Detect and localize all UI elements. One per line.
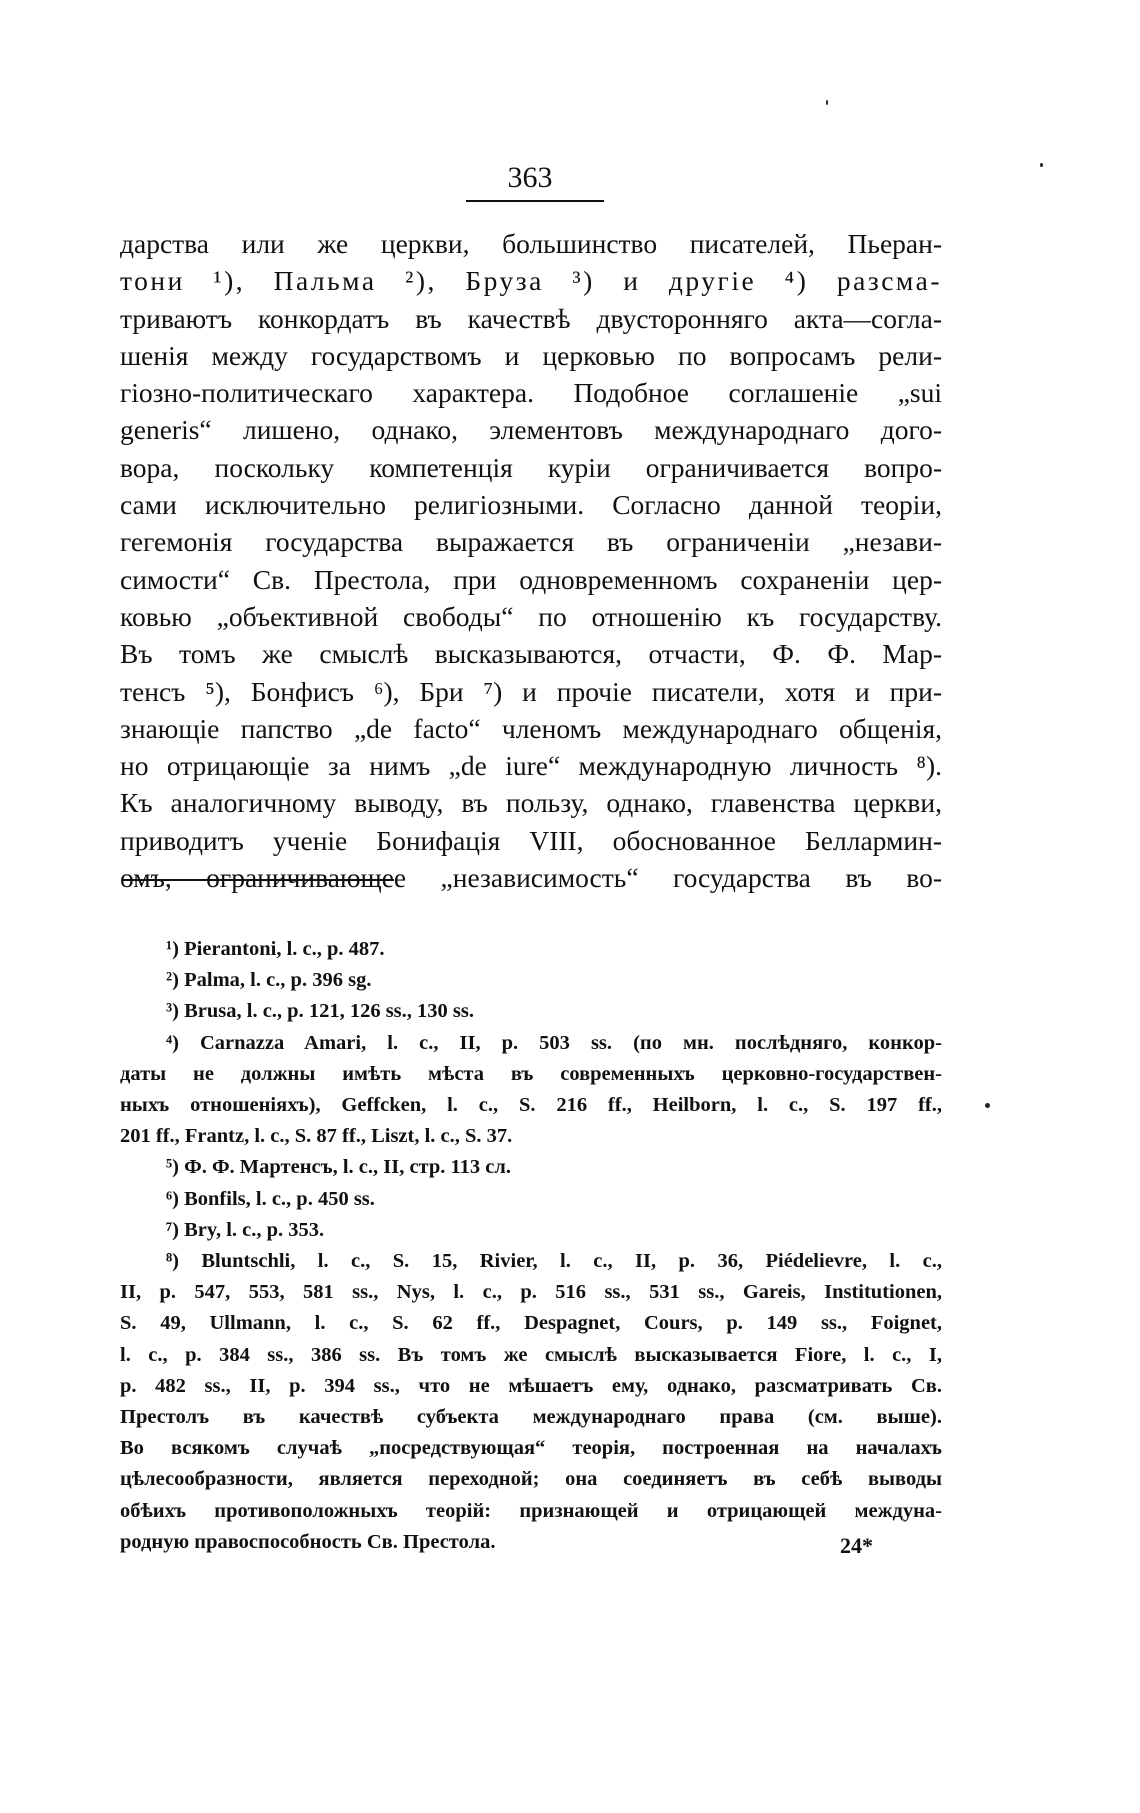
text-line: тенсъ ⁵), Бонфисъ ⁶), Бри ⁷) и прочіе писатели, хотя и при- bbox=[120, 675, 942, 707]
footnote-4-cont: 201 ff., Frantz, l. c., S. 87 ff., Liszt, l. c., S. 37. bbox=[120, 1125, 513, 1148]
scan-speck bbox=[1040, 163, 1043, 167]
signature-mark: 24* bbox=[840, 1533, 873, 1558]
page-number-rule bbox=[466, 200, 604, 202]
footnote-7: ⁷) Bry, l. c., p. 353. bbox=[166, 1218, 325, 1241]
footnote-8-cont: l. c., p. 384 ss., 386 ss. Въ томъ же смыслѣ высказывается Fiore, l. c., I, bbox=[120, 1343, 942, 1366]
text-line: шенія между государствомъ и церковью по вопросамъ рели- bbox=[120, 339, 942, 371]
page-number: 363 bbox=[507, 161, 553, 194]
footnote-6: ⁶) Bonfils, l. c., p. 450 ss. bbox=[166, 1187, 375, 1210]
footnote-separator bbox=[122, 879, 394, 881]
text-line: дарства или же церкви, большинство писателей, Пьеран- bbox=[120, 228, 942, 259]
text-line: тони ¹), Пальма ²), Бруза ³) и другіе ⁴) разсма- bbox=[120, 265, 942, 297]
scan-speck bbox=[985, 1103, 990, 1108]
footnote-8-cont: Престолъ въ качествѣ субъекта международнаго права (см. выше). bbox=[120, 1406, 942, 1429]
text-line: вора, поскольку компетенція куріи ограничивается вопро- bbox=[120, 451, 942, 483]
footnote-2: ²) Palma, l. c., p. 396 sg. bbox=[166, 969, 372, 992]
text-line: триваютъ конкордатъ въ качествѣ двусторонняго акта—согла- bbox=[120, 302, 942, 334]
footnote-8-cont: p. 482 ss., II, p. 394 ss., что не мѣшаетъ ему, однако, разсматривать Св. bbox=[120, 1374, 942, 1397]
footnotes bbox=[120, 934, 942, 1558]
footnote-4-cont: даты не должны имѣть мѣста въ современныхъ церковно-государствен- bbox=[120, 1062, 942, 1085]
text-line: гіозно-политическаго характера. Подобное соглашеніе „sui bbox=[120, 377, 942, 409]
text-line: знающіе папство „de facto“ членомъ международнаго общенія, bbox=[120, 712, 942, 744]
footnote-8-cont: S. 49, Ullmann, l. c., S. 62 ff., Despagnet, Cours, p. 149 ss., Foignet, bbox=[120, 1312, 942, 1335]
text-line: generis“ лишено, однако, элементовъ международнаго дого- bbox=[120, 414, 942, 446]
text-line: ковью „объективной свободы“ по отношенію къ государству. bbox=[120, 600, 942, 632]
text-line: но отрицающіе за нимъ „de iure“ международную личность ⁸). bbox=[120, 750, 942, 782]
footnote-8-cont: родную правоспособность Св. Престола. bbox=[120, 1530, 496, 1553]
scan-speck bbox=[826, 100, 828, 105]
footnote-1: ¹) Pierantoni, l. c., p. 487. bbox=[166, 938, 385, 960]
footnote-8-cont: II, p. 547, 553, 581 ss., Nys, l. c., p. 516 ss., 531 ss., Gareis, Institutionen, bbox=[120, 1281, 942, 1304]
text-line: Въ томъ же смыслѣ высказываются, отчасти, Ф. Ф. Мар- bbox=[120, 638, 942, 670]
footnote-4-cont: ныхъ отношеніяхъ), Geffcken, l. c., S. 216 ff., Heilborn, l. c., S. 197 ff., bbox=[120, 1094, 942, 1117]
footnote-8-cont: Во всякомъ случаѣ „посредствующая“ теорія, построенная на началахъ bbox=[120, 1437, 942, 1460]
text-line: симости“ Св. Престола, при одновременномъ сохраненіи цер- bbox=[120, 563, 942, 595]
text-line: Къ аналогичному выводу, въ пользу, однако, главенства церкви, bbox=[120, 787, 942, 819]
main-text bbox=[120, 225, 942, 896]
text-line: сами исключительно религіозными. Согласно данной теоріи, bbox=[120, 489, 942, 521]
footnote-8-cont: обѣихъ противоположныхъ теорій: признающей и отрицающей междуна- bbox=[120, 1499, 942, 1522]
footnote-5: ⁵) Ф. Ф. Мартенсъ, l. c., II, стр. 113 сл. bbox=[166, 1156, 511, 1179]
text-line: гегемонія государства выражается въ ограниченіи „незави- bbox=[120, 526, 942, 558]
footnote-8: ⁸) Bluntschli, l. c., S. 15, Rivier, l. c., II, p. 36, Piédelievre, l. c., bbox=[166, 1250, 942, 1273]
text-line: приводитъ ученіе Бонифація VIII, обоснованное Беллармин- bbox=[120, 824, 942, 856]
footnote-3: ³) Brusa, l. c., p. 121, 126 ss., 130 ss. bbox=[166, 1000, 474, 1023]
footnote-4: ⁴) Carnazza Amari, l. c., II, p. 503 ss. (по мн. послѣдняго, конкор- bbox=[166, 1031, 942, 1054]
footnote-8-cont: цѣлесообразности, является переходной; она соединяетъ въ себѣ выводы bbox=[120, 1468, 942, 1491]
text-line: омъ, ограничивающее „независимость“ государства въ во- bbox=[120, 862, 942, 894]
